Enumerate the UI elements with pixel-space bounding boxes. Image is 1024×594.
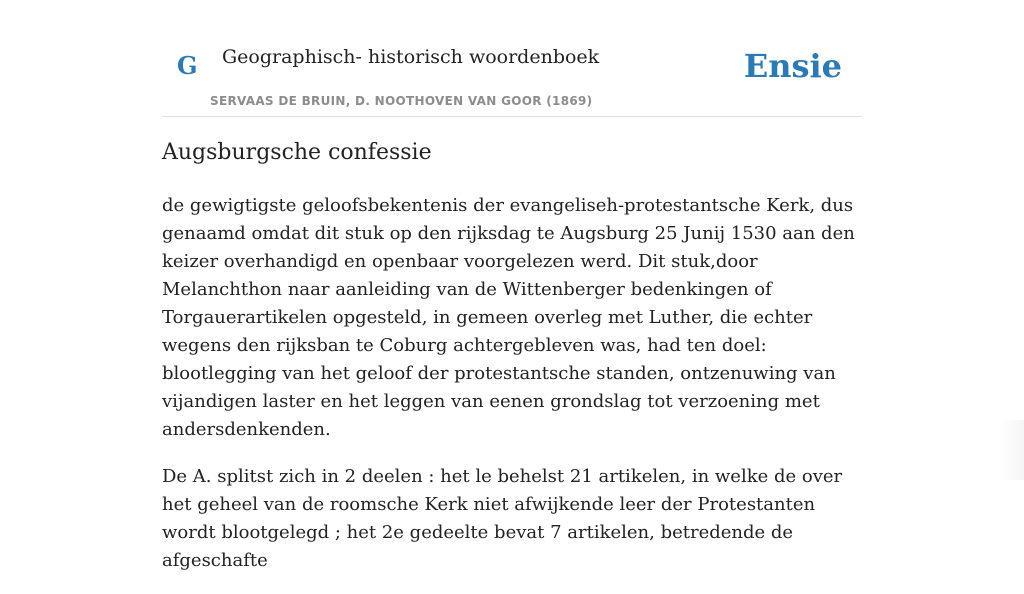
book-letter-badge[interactable]: G <box>177 51 198 80</box>
article-paragraph: de gewigtigste geloofsbekentenis der evangeliseh-protestantsche Kerk, dus genaamd omdat dit stuk op den rijksdag te Augsburg 25 Junij 1530 aan den keizer overhandigd en openbaar voorgelezen werd. Dit stuk,door Melanchthon naar aanleiding van de Wittenberger bedenkingen of Torgauerartikelen opgesteld, in gemeen overleg met Luther, die echter wegens den rijksban te Coburg achtergebleven was, had ten doel: blootlegging van het geloof der protestantsche standen, ontzenuwing van vijandigen laster en het leggen van eenen grondslag tot verzoening met andersdenkenden. <box>162 195 855 440</box>
book-author: SERVAAS DE BRUIN, D. NOOTHOVEN VAN GOOR (1869) <box>210 94 593 108</box>
ensie-logo-link[interactable]: Ensie <box>743 47 842 85</box>
article-title: Augsburgsche confessie <box>162 140 432 165</box>
side-edge-decoration <box>1000 420 1024 480</box>
book-title-link[interactable]: Geographisch- historisch woordenboek <box>222 46 600 68</box>
page-header <box>162 0 862 117</box>
article-paragraph: De A. splitst zich in 2 deelen : het le behelst 21 artikelen, in welke de over het geheel van de roomsche Kerk niet afwijkende leer der Protestanten wordt blootgelegd ; het 2e gedeelte bevat 7 artikelen, betredende de afgeschafte <box>162 466 843 571</box>
article-body <box>162 192 862 594</box>
